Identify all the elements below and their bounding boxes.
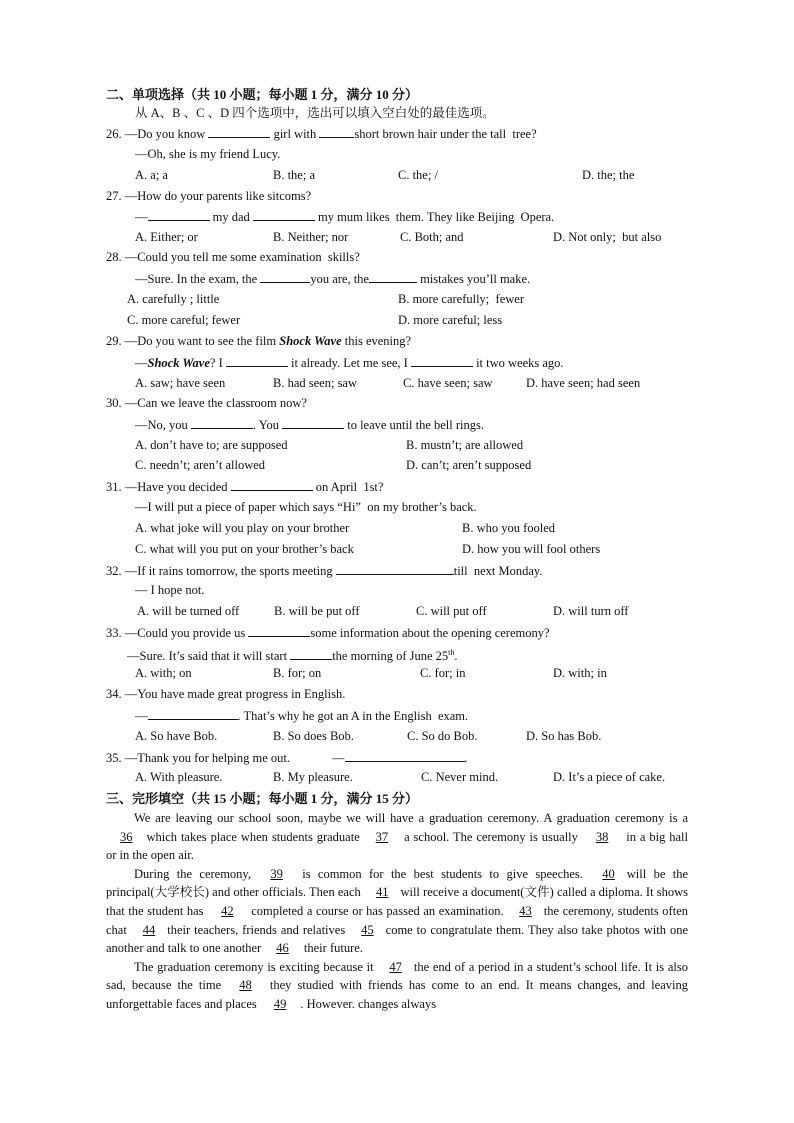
section2-instruction: 从 A、B 、C 、D 四个选项中，选出可以填入空白处的最佳选项。 <box>135 106 495 120</box>
option-29-c: C. have seen; saw <box>403 376 493 390</box>
option-33-c: C. for; in <box>420 666 466 680</box>
question-32-stem: 32. —If it rains tomorrow, the sports meeting till next Monday. <box>106 561 542 580</box>
option-31-d: D. how you will fool others <box>462 542 601 556</box>
option-27-a: A. Either; or <box>135 230 198 244</box>
cloze-paragraph-1: We are leaving our school soon, maybe we will have a graduation ceremony. A graduation ceremony is a 36 which takes place when students graduate 37 a school. The ceremony is usually 38 in a big hall or in the open air. <box>106 811 688 863</box>
question-34-stem: 34. —You have made great progress in English. <box>106 687 346 701</box>
option-33-b: B. for; on <box>273 666 322 680</box>
option-29-d: D. have seen; had seen <box>526 376 641 390</box>
option-31-c: C. what will you put on your brother’s back <box>135 542 354 556</box>
option-28-b: B. more carefully; fewer <box>398 292 524 306</box>
option-33-d: D. with; in <box>553 666 607 680</box>
question-31-stem: 31. —Have you decided on April 1st? <box>106 477 383 496</box>
question-27-reply: — my dad my mum likes them. They like Beijing Opera. <box>135 207 554 226</box>
section3-heading: 三、完形填空（共 15 小题；每小题 1 分，满分 15 分） <box>106 791 419 806</box>
question-35-stem: 35. —Thank you for helping me out. — . <box>106 748 468 767</box>
question-34-reply: — . That’s why he got an A in the English exam. <box>135 706 468 725</box>
option-30-b: B. mustn’t; are allowed <box>406 438 524 452</box>
option-35-c: C. Never mind. <box>421 770 499 784</box>
question-27-stem: 27. —How do your parents like sitcoms? <box>106 189 312 203</box>
option-28-a: A. carefully ; little <box>127 292 220 306</box>
option-26-c: C. the; / <box>398 168 438 182</box>
cloze-paragraph-3: The graduation ceremony is exciting because it 47 the end of a period in a student’s school life. It is also sad, because the time 48 they studied with friends has come to an end. It means changes, and leaving unforgettable faces and places 49 . However. changes always <box>106 959 688 1011</box>
option-31-b: B. who you fooled <box>462 521 556 535</box>
question-28-stem: 28. —Could you tell me some examination skills? <box>106 250 360 264</box>
option-35-d: D. It’s a piece of cake. <box>553 770 666 784</box>
option-34-d: D. So has Bob. <box>526 729 602 743</box>
cloze-paragraph-2: During the ceremony, 39 is common for the best students to give speeches. 40 will be the principal(大学校长) and other officials. Then each 41 will receive a document(文件) called a diploma. It shows that the student has 42 completed a course or has passed an examination. 43 the ceremony, students often chat 44 their teachers, friends and relatives 45 come to congratulate them. They also take photos with one another and talk to one another 46 their future. <box>106 866 689 956</box>
option-28-c: C. more careful; fewer <box>127 313 241 327</box>
question-33-stem: 33. —Could you provide us some information about the opening ceremony? <box>106 623 550 642</box>
question-28-reply: —Sure. In the exam, the you are, the mistakes you’ll make. <box>135 269 530 288</box>
option-30-c: C. needn’t; aren’t allowed <box>135 458 266 472</box>
question-33-reply: —Sure. It’s said that it will start the morning of June 25th. <box>127 648 458 664</box>
option-32-d: D. will turn off <box>553 604 629 618</box>
option-26-a: A. a; a <box>135 168 168 182</box>
option-34-a: A. So have Bob. <box>135 729 218 743</box>
option-32-a: A. will be turned off <box>137 604 240 618</box>
cloze-passage <box>106 809 688 1014</box>
option-26-b: B. the; a <box>273 168 316 182</box>
section2-heading: 二、单项选择（共 10 小题；每小题 1 分，满分 10 分） <box>106 87 419 102</box>
option-27-d: D. Not only; but also <box>553 230 662 244</box>
option-35-a: A. With pleasure. <box>135 770 223 784</box>
option-30-d: D. can’t; aren’t supposed <box>406 458 532 472</box>
question-29-reply: —Shock Wave? I it already. Let me see, I it two weeks ago. <box>135 353 564 372</box>
option-34-c: C. So do Bob. <box>407 729 478 743</box>
option-33-a: A. with; on <box>135 666 192 680</box>
option-30-a: A. don’t have to; are supposed <box>135 438 288 452</box>
option-32-b: B. will be put off <box>274 604 360 618</box>
question-29-stem: 29. —Do you want to see the film Shock Wave this evening? <box>106 334 412 348</box>
option-27-b: B. Neither; nor <box>273 230 349 244</box>
question-30-stem: 30. —Can we leave the classroom now? <box>106 396 307 410</box>
option-32-c: C. will put off <box>416 604 487 618</box>
question-32-reply: — I hope not. <box>135 583 205 597</box>
question-31-reply: —I will put a piece of paper which says “Hi” on my brother’s back. <box>135 500 477 514</box>
option-29-a: A. saw; have seen <box>135 376 226 390</box>
option-31-a: A. what joke will you play on your brother <box>135 521 350 535</box>
option-35-b: B. My pleasure. <box>273 770 353 784</box>
option-34-b: B. So does Bob. <box>273 729 354 743</box>
option-26-d: D. the; the <box>582 168 635 182</box>
question-26-stem: 26. —Do you know girl with short brown hair under the tall tree? <box>106 124 537 143</box>
option-29-b: B. had seen; saw <box>273 376 358 390</box>
question-30-reply: —No, you . You to leave until the bell rings. <box>135 415 484 434</box>
option-27-c: C. Both; and <box>400 230 464 244</box>
option-28-d: D. more careful; less <box>398 313 503 327</box>
question-26-reply: —Oh, she is my friend Lucy. <box>135 147 281 161</box>
